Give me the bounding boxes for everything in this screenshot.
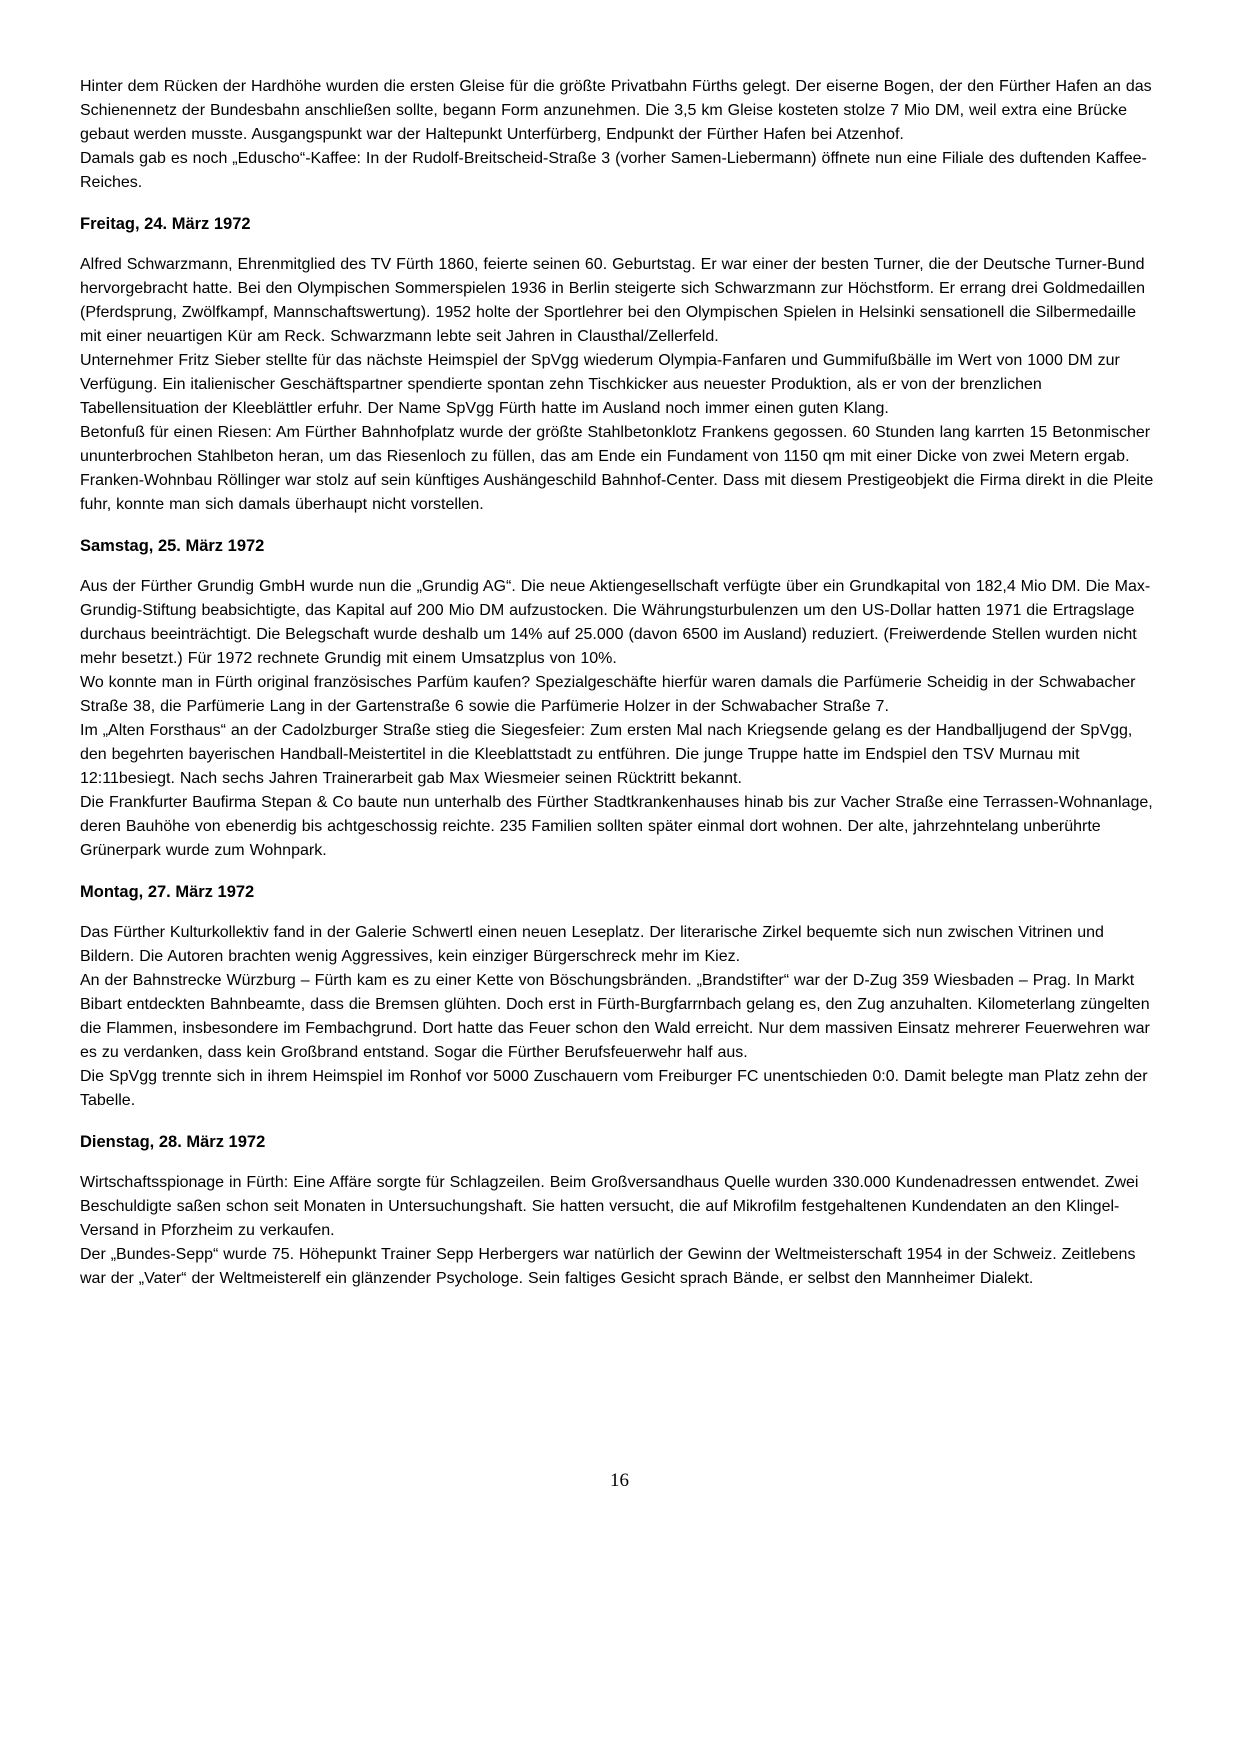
- paragraph: Betonfuß für einen Riesen: Am Fürther Bahnhofplatz wurde der größte Stahlbetonklotz Frankens gegossen. 60 Stunden lang karrten 15 Betonmischer ununterbrochen Stahlbeton heran, um das Riesenloch zu füllen, das am Ende ein Fundament von 1150 qm mit einer Dicke von zwei Metern ergab. Franken-Wohnbau Röllinger war stolz auf sein künftiges Aushängeschild Bahnhof-Center. Dass mit diesem Prestigeobjekt die Firma direkt in die Pleite fuhr, konnte man sich damals überhaupt nicht vorstellen.: [80, 424, 1154, 513]
- paragraph: Das Fürther Kulturkollektiv fand in der Galerie Schwertl einen neuen Leseplatz. Der literarische Zirkel bequemte sich nun zwischen Vitrinen und Bildern. Die Autoren brachten wenig Aggressives, kein einziger Bürgerschreck mehr im Kiez.: [80, 924, 1104, 965]
- section-dienstag-28-maerz: [80, 1130, 1161, 1291]
- date-heading: Montag, 27. März 1972: [80, 883, 255, 901]
- paragraph: Aus der Fürther Grundig GmbH wurde nun die „Grundig AG“. Die neue Aktiengesellschaft verfügte über ein Grundkapital von 182,4 Mio DM. Die Max-Grundig-Stiftung beabsichtigte, das Kapital auf 200 Mio DM aufzustocken. Die Währungsturbulenzen um den US-Dollar hatten 1971 die Ertragslage durchaus beeinträchtigt. Die Belegschaft wurde deshalb um 14% auf 25.000 (davon 6500 im Ausland) reduziert. (Freiwerdende Stellen wurden nicht mehr besetzt.) Für 1972 rechnete Grundig mit einem Umsatzplus von 10%.: [80, 578, 1151, 667]
- section-montag-27-maerz: [80, 880, 1161, 1113]
- page-footer: [0, 1470, 1239, 1492]
- paragraph: Unternehmer Fritz Sieber stellte für das nächste Heimspiel der SpVgg wiederum Olympia-Fanfaren und Gummifußbälle im Wert von 1000 DM zur Verfügung. Ein italienischer Geschäftspartner spendierte spontan zehn Tischkicker aus neuester Produktion, als er von der brenzlichen Tabellensituation der Kleeblättler erfuhr. Der Name SpVgg Fürth hatte im Ausland noch immer einen guten Klang.: [80, 352, 1120, 417]
- paragraph: Im „Alten Forsthaus“ an der Cadolzburger Straße stieg die Siegesfeier: Zum ersten Mal nach Kriegsende gelang es der Handballjugend der SpVgg, den begehrten bayerischen Handball-Meistertitel in die Kleeblattstadt zu entführen. Die junge Truppe hatte im Endspiel den TSV Murnau mit 12:11besiegt. Nach sechs Jahren Trainerarbeit gab Max Wiesmeier seinen Rücktritt bekannt.: [80, 722, 1133, 787]
- paragraph: Hinter dem Rücken der Hardhöhe wurden die ersten Gleise für die größte Privatbahn Fürths gelegt. Der eiserne Bogen, der den Fürther Hafen an das Schienennetz der Bundesbahn anschließen sollte, begann Form anzunehmen. Die 3,5 km Gleise kosteten stolze 7 Mio DM, weil extra eine Brücke gebaut werden musste. Ausgangspunkt war der Haltepunkt Unterfürberg, Endpunkt der Fürther Hafen bei Atzenhof.: [80, 78, 1152, 143]
- date-heading: Dienstag, 28. März 1972: [80, 1133, 266, 1151]
- paragraph: Die SpVgg trennte sich in ihrem Heimspiel im Ronhof vor 5000 Zuschauern vom Freiburger FC unentschieden 0:0. Damit belegte man Platz zehn der Tabelle.: [80, 1068, 1148, 1109]
- date-heading: Freitag, 24. März 1972: [80, 215, 251, 233]
- paragraph: Der „Bundes-Sepp“ wurde 75. Höhepunkt Trainer Sepp Herbergers war natürlich der Gewinn der Weltmeisterschaft 1954 in der Schweiz. Zeitlebens war der „Vater“ der Weltmeisterelf ein glänzender Psychologe. Sein faltiges Gesicht sprach Bände, er selbst den Mannheimer Dialekt.: [80, 1246, 1136, 1287]
- section-intro: [80, 75, 1161, 195]
- page-number: 16: [610, 1470, 629, 1491]
- section-freitag-24-maerz: [80, 212, 1161, 517]
- paragraph: Die Frankfurter Baufirma Stepan & Co baute nun unterhalb des Fürther Stadtkrankenhauses hinab bis zur Vacher Straße eine Terrassen-Wohnanlage, deren Bauhöhe von ebenerdig bis achtgeschossig reichte. 235 Familien sollten später einmal dort wohnen. Der alte, jahrzehntelang unberührte Grünerpark wurde zum Wohnpark.: [80, 794, 1153, 859]
- date-heading: Samstag, 25. März 1972: [80, 537, 265, 555]
- paragraph: Wo konnte man in Fürth original französisches Parfüm kaufen? Spezialgeschäfte hierfür waren damals die Parfümerie Scheidig in der Schwabacher Straße 38, die Parfümerie Lang in der Gartenstraße 6 sowie die Parfümerie Holzer in der Schwabacher Straße 7.: [80, 674, 1136, 715]
- section-samstag-25-maerz: [80, 534, 1161, 863]
- paragraph: Wirtschaftsspionage in Fürth: Eine Affäre sorgte für Schlagzeilen. Beim Großversandhaus Quelle wurden 330.000 Kundenadressen entwendet. Zwei Beschuldigte saßen schon seit Monaten in Untersuchungshaft. Sie hatten versucht, die auf Mikrofilm festgehaltenen Kundendaten an den Klingel-Versand in Pforzheim zu verkaufen.: [80, 1174, 1139, 1239]
- paragraph: An der Bahnstrecke Würzburg – Fürth kam es zu einer Kette von Böschungsbränden. „Brandstifter“ war der D-Zug 359 Wiesbaden – Prag. In Markt Bibart entdeckten Bahnbeamte, dass die Bremsen glühten. Doch erst in Fürth-Burgfarrnbach gelang es, den Zug anzuhalten. Kilometerlang züngelten die Flammen, insbesondere im Fembachgrund. Dort hatte das Feuer schon den Wald erreicht. Nur dem massiven Einsatz mehrerer Feuerwehren war es zu verdanken, dass kein Großbrand entstand. Sogar die Fürther Berufsfeuerwehr half aus.: [80, 972, 1150, 1061]
- paragraph: Damals gab es noch „Eduscho“-Kaffee: In der Rudolf-Breitscheid-Straße 3 (vorher Samen-Liebermann) öffnete nun eine Filiale des duftenden Kaffee-Reiches.: [80, 150, 1147, 191]
- paragraph: Alfred Schwarzmann, Ehrenmitglied des TV Fürth 1860, feierte seinen 60. Geburtstag. Er war einer der besten Turner, die der Deutsche Turner-Bund hervorgebracht hatte. Bei den Olympischen Sommerspielen 1936 in Berlin steigerte sich Schwarzmann zur Höchstform. Er errang drei Goldmedaillen (Pferdsprung, Zwölfkampf, Mannschaftswertung). 1952 holte der Sportlehrer bei den Olympischen Spielen in Helsinki sensationell die Silbermedaille mit einer neuartigen Kür am Reck. Schwarzmann lebte seit Jahren in Clausthal/Zellerfeld.: [80, 256, 1145, 345]
